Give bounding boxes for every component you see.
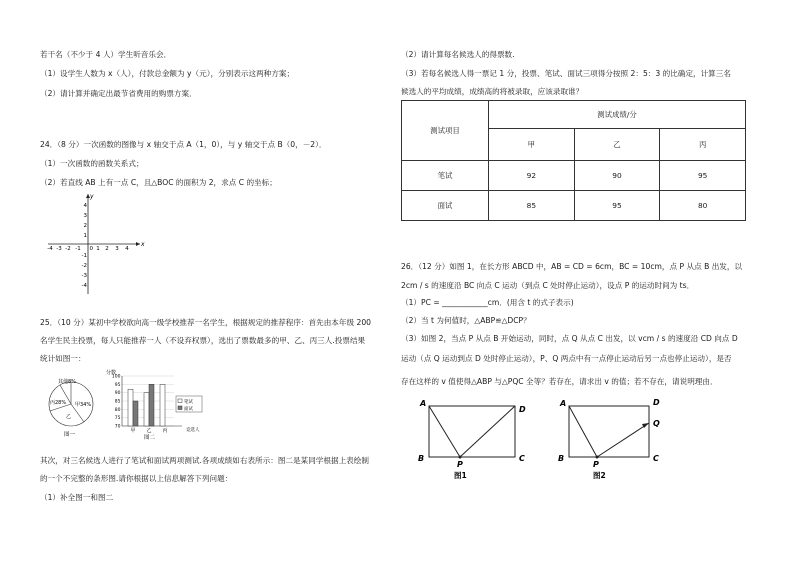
table-row-label: 面试: [402, 191, 489, 221]
label-b: B: [558, 454, 565, 463]
figure-2-caption: 图2: [593, 471, 606, 480]
q24-title: 24．（8 分）一次函数的图像与 x 轴交于点 A（1，0），与 y 轴交于点 B（0，－2）．: [40, 140, 327, 149]
bar-category-label: 丙: [162, 428, 168, 434]
y-tick: 2: [83, 223, 87, 229]
table-col-header: 乙: [574, 129, 660, 161]
q25-after1: 其次，对三名候选人进行了笔试和面试两项测试.各项成绩如右表所示：图二是某同学根据上表绘制: [40, 456, 369, 465]
q26-line1: 26．（12 分）如图 1，在长方形 ABCD 中，AB = CD = 6cm，BC = 10cm，点 P 从点 B 出发，以: [401, 262, 743, 271]
intro-line: 若干名（不少于 4 人）学生听音乐会．: [40, 50, 172, 59]
point-p: [459, 456, 462, 459]
segment-ap: [569, 406, 597, 457]
q25-after2: 的一个不完整的条形图.请你根据以上信息解答下列问题：: [40, 474, 233, 483]
legend-swatch-written: [178, 399, 182, 403]
q25-line1: 25．（10 分）某初中学校欲向高一级学校推荐一名学生，根据规定的推荐程序：首先由本年级 200: [40, 318, 371, 327]
pie-label-yi: 乙: [66, 414, 72, 420]
label-d: D: [519, 405, 526, 414]
label-d: D: [653, 398, 660, 407]
q26-part2: （2）当 t 为何值时，△ABP≌△DCP？: [401, 316, 531, 325]
x-tick: 2: [105, 246, 109, 252]
q25-line3: 统计如图一：: [40, 354, 86, 363]
bar-written: [144, 393, 149, 426]
pie-label-bing: 丙28%: [50, 400, 67, 406]
label-c: C: [519, 454, 525, 463]
pie-label-other: 其他8%: [58, 379, 76, 385]
label-a: A: [420, 399, 427, 408]
table-row: [402, 191, 746, 221]
q25-part2: （2）请计算每名候选人的得票数.: [401, 50, 515, 59]
q26-line2: 2cm / s 的速度沿 BC 向点 C 运动（到点 C 处时停止运动），设点 P 的运动时间为 ts．: [401, 281, 695, 290]
figure-2: [553, 396, 673, 484]
q25-part3-line1: （3）若每名候选人得一票记 1 分，投票、笔试、面试三项得分按照 2：5：3 的比确定，计算三名: [401, 69, 731, 78]
x-tick: -1: [75, 246, 81, 252]
q24-part2: （2）若直线 AB 上有一点 C，且△BOC 的面积为 2，求点 C 的坐标；: [40, 178, 277, 187]
y-tick: 1: [83, 233, 87, 239]
segment-dp: [460, 406, 515, 457]
right-column: [397, 0, 794, 561]
origin-label: 0: [89, 246, 93, 252]
y-axis-label: y: [90, 193, 94, 200]
label-a: A: [560, 399, 567, 408]
table-cell: 85: [489, 191, 575, 221]
segment-pq: [597, 423, 649, 457]
coordinate-axes: [40, 190, 150, 300]
bar-interview: [133, 401, 138, 426]
prev-question-2: （2）请计算并确定出最节省费用的购票方案．: [40, 89, 197, 98]
rectangle-abcd: [429, 406, 515, 457]
q26-part3-line1: （3）如图 2，当点 P 从点 B 开始运动，同时，点 Q 从点 C 出发，以 vcm / s 的速度沿 CD 向点 D: [401, 334, 738, 343]
table-cell: 92: [489, 161, 575, 191]
q25-part1: （1）补全图一和图二: [40, 493, 114, 502]
bar-caption: 图二: [144, 435, 156, 441]
table-cell: 95: [660, 161, 746, 191]
q24-part1: （1）一次函数的函数关系式；: [40, 159, 144, 168]
figure-1-caption: 图1: [454, 471, 467, 480]
point-p: [596, 456, 599, 459]
bar-y-tick: 85: [114, 399, 121, 405]
x-tick: -3: [56, 246, 62, 252]
bar-written: [160, 384, 165, 426]
figure-1: [413, 396, 533, 484]
q25-line2: 名学生民主投票，每人只能推荐一人（不设弃权票），选出了票数最多的甲、乙、丙三人.投票结果: [40, 336, 366, 345]
legend-swatch-interview: [178, 406, 182, 410]
q26-part1: （1）PC = ____________cm．(用含 t 的式子表示): [401, 298, 574, 307]
label-b: B: [418, 454, 425, 463]
bar-y-title: 分数: [106, 370, 117, 376]
x-axis-arrow: [136, 242, 140, 246]
label-p: P: [593, 460, 599, 469]
label-q: Q: [653, 419, 660, 428]
table-row-label: 笔试: [402, 161, 489, 191]
score-table: [401, 100, 746, 221]
bar-written: [128, 389, 133, 426]
x-tick: -4: [47, 246, 53, 252]
table-col-header: 甲: [489, 129, 575, 161]
table-group-header: 测试成绩/分: [489, 101, 746, 129]
y-tick: -1: [81, 253, 87, 259]
table-cell: 90: [574, 161, 660, 191]
q26-part3-line2: 运动（点 Q 运动到点 D 处时停止运动），P、Q 两点中有一点停止运动后另一点也停止运动），是否: [401, 354, 732, 363]
bar-category-label: 甲: [130, 428, 136, 434]
y-tick: 4: [83, 203, 87, 209]
q25-part3-line2: 候选人的平均成绩，成绩高的将被录取，应该录取谁？: [401, 87, 584, 96]
table-cell: 95: [574, 191, 660, 221]
label-p: P: [457, 460, 463, 469]
label-c: C: [653, 454, 659, 463]
pie-label-jia: 甲34%: [75, 402, 92, 408]
bar-y-tick: 70: [114, 424, 121, 430]
legend-written: 笔试: [184, 400, 193, 405]
y-tick: -2: [81, 263, 87, 269]
table-col-header: 丙: [660, 129, 746, 161]
table-cell: 80: [660, 191, 746, 221]
q26-part3-line3: 存在这样的 v 值使得△ABP 与△PQC 全等？若存在，请求出 v 的值；若不存在，请说明理由．: [401, 377, 718, 386]
legend-interview: 面试: [184, 407, 193, 412]
bar-y-tick: 100: [111, 374, 121, 380]
x-tick: 3: [115, 246, 119, 252]
bar-chart: [104, 368, 204, 442]
table-row: [402, 161, 746, 191]
x-tick: 4: [125, 246, 129, 252]
bar-interview: [149, 384, 154, 426]
y-tick: -4: [81, 283, 87, 289]
x-tick: -2: [65, 246, 71, 252]
x-axis-label: x: [141, 241, 145, 248]
table-row-header: 测试项目: [402, 101, 489, 161]
y-tick: 3: [83, 213, 87, 219]
pie-chart: [44, 370, 100, 440]
bar-y-tick: 95: [114, 382, 121, 388]
y-tick: -3: [81, 273, 87, 279]
bar-x-title: 竞选人: [186, 428, 200, 433]
segment-ap: [429, 406, 460, 457]
prev-question-1: （1）设学生人数为 x（人），付款总金额为 y（元），分别表示这两种方案；: [40, 69, 295, 78]
bar-y-tick: 80: [114, 407, 121, 413]
bar-category-label: 乙: [146, 428, 152, 434]
bar-y-tick: 75: [114, 416, 121, 422]
pie-caption: 图一: [64, 432, 76, 438]
bar-y-tick: 90: [114, 391, 121, 397]
x-tick: 1: [96, 246, 100, 252]
